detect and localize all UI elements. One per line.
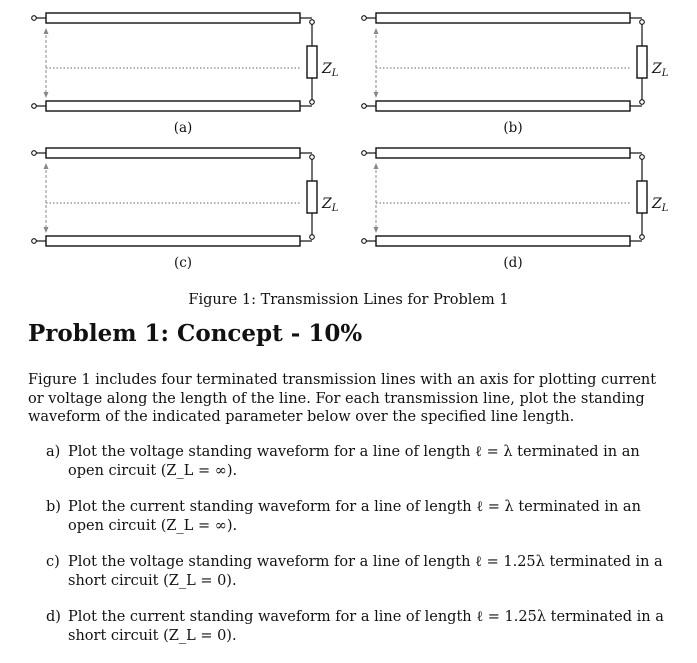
upper-conductor — [46, 148, 300, 158]
load-impedance-box — [637, 46, 647, 78]
load-node-top — [640, 155, 645, 160]
transmission-line-panel — [32, 13, 339, 136]
panels — [32, 13, 669, 271]
load-impedance-label: $Z_L$ — [322, 196, 339, 214]
up-arrow-icon — [374, 163, 379, 169]
problem-items — [28, 443, 676, 663]
panel-label: (b) — [503, 120, 523, 136]
lower-conductor — [376, 236, 630, 246]
problem-intro: Figure 1 includes four terminated transmission lines with an axis for plotting current or voltage along the length of the line. For each transmission line, plot the standing waveform of the indicated parameter below over the specified line length. — [28, 372, 657, 425]
load-node-bottom — [310, 100, 315, 105]
terminal-bottom — [32, 104, 37, 109]
load-node-bottom — [640, 100, 645, 105]
terminal-bottom — [362, 104, 367, 109]
item-label: a) — [46, 444, 61, 460]
upper-conductor — [376, 148, 630, 158]
problem-item-a — [28, 443, 676, 498]
load-impedance-label: $Z_L$ — [322, 61, 339, 79]
terminal-bottom — [32, 239, 37, 244]
terminal-bottom — [362, 239, 367, 244]
lower-conductor — [46, 101, 300, 111]
load-node-top — [640, 20, 645, 25]
item-label: c) — [46, 554, 60, 570]
up-arrow-icon — [374, 28, 379, 34]
down-arrow-icon — [374, 92, 379, 98]
problem-title: Problem 1: Concept - 10% — [28, 320, 363, 347]
load-impedance-box — [307, 181, 317, 213]
transmission-line-panel — [362, 148, 669, 271]
load-impedance-box — [637, 181, 647, 213]
item-text: Plot the voltage standing waveform for a line of length ℓ = λ terminated in an open circuit (Z_L = ∞). — [68, 444, 640, 479]
up-arrow-icon — [44, 28, 49, 34]
item-text: Plot the current standing waveform for a line of length ℓ = λ terminated in an open circuit (Z_L = ∞). — [68, 499, 641, 534]
problem-item-b — [28, 498, 676, 553]
problem-item-d — [28, 608, 676, 663]
load-impedance-label: $Z_L$ — [652, 61, 669, 79]
item-text: Plot the current standing waveform for a line of length ℓ = 1.25λ terminated in a short circuit (Z_L = 0). — [68, 609, 664, 644]
load-node-bottom — [640, 235, 645, 240]
panel-label: (c) — [173, 255, 193, 271]
upper-conductor — [376, 13, 630, 23]
item-text: Plot the voltage standing waveform for a line of length ℓ = 1.25λ terminated in a short circuit (Z_L = 0). — [68, 554, 663, 589]
down-arrow-icon — [374, 227, 379, 233]
load-node-top — [310, 20, 315, 25]
panel-label: (a) — [173, 120, 193, 136]
terminal-top — [32, 151, 37, 156]
load-node-bottom — [310, 235, 315, 240]
item-label: b) — [46, 499, 61, 515]
lower-conductor — [376, 101, 630, 111]
upper-conductor — [46, 13, 300, 23]
terminal-top — [362, 16, 367, 21]
terminal-top — [32, 16, 37, 21]
terminal-top — [362, 151, 367, 156]
load-node-top — [310, 155, 315, 160]
figure-caption: Figure 1: Transmission Lines for Problem 1 — [188, 292, 509, 308]
up-arrow-icon — [44, 163, 49, 169]
figure-1 — [0, 0, 697, 290]
item-label: d) — [46, 609, 61, 625]
load-impedance-label: $Z_L$ — [652, 196, 669, 214]
down-arrow-icon — [44, 227, 49, 233]
panel-label: (d) — [503, 255, 523, 271]
load-impedance-box — [307, 46, 317, 78]
lower-conductor — [46, 236, 300, 246]
problem-item-c — [28, 553, 676, 608]
transmission-line-panel — [32, 148, 339, 271]
transmission-line-panel — [362, 13, 669, 136]
down-arrow-icon — [44, 92, 49, 98]
